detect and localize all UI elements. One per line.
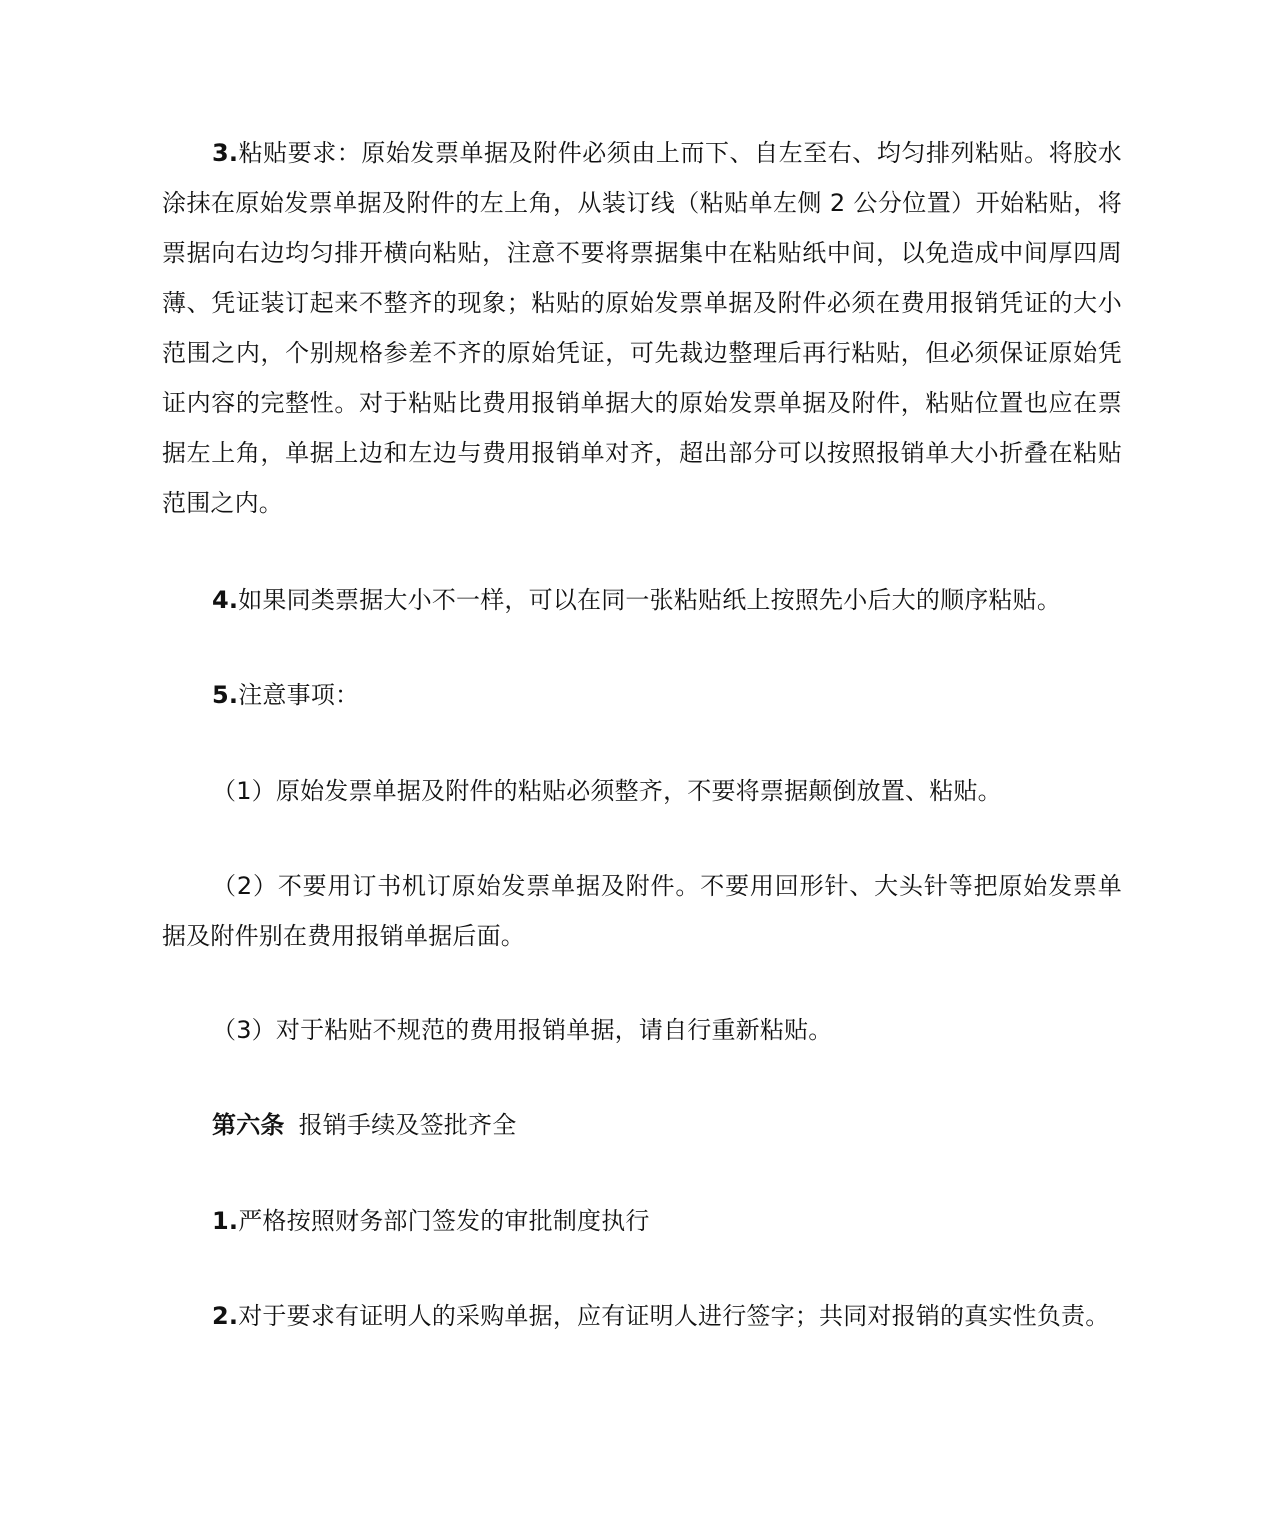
paragraph-4-size-order [162,575,1122,625]
article-title: 报销手续及签批齐全 [298,1111,517,1139]
paragraph-number: 4. [212,586,239,614]
article-6-heading [162,1100,1122,1150]
paragraph-5-notes [162,670,1122,720]
article-6-item-2 [162,1291,1122,1341]
note-text: （1）原始发票单据及附件的粘贴必须整齐，不要将票据颠倒放置、粘贴。 [212,777,1002,805]
item-number: 2. [212,1302,239,1330]
paragraph-number: 3. [212,139,239,167]
paragraph-3-paste-requirements [162,128,1122,528]
item-number: 1. [212,1207,239,1235]
paragraph-text: 如果同类票据大小不一样，可以在同一张粘贴纸上按照先小后大的顺序粘贴。 [238,586,1062,614]
note-item-1 [162,766,1122,816]
note-item-3 [162,1005,1122,1055]
note-text: （3）对于粘贴不规范的费用报销单据，请自行重新粘贴。 [212,1016,833,1044]
paragraph-text: 粘贴要求：原始发票单据及附件必须由上而下、自左至右、均匀排列粘贴。将胶水涂抹在原始发票单据及附件的左上角，从装订线（粘贴单左侧 2 公分位置）开始粘贴，将票据向右边均匀排开横向粘贴，注意不要将票据集中在粘贴纸中间，以免造成中间厚四周薄、凭证装订起来不整齐的现象；粘贴的原始发票单据及附件必须在费用报销凭证的大小范围之内，个别规格参差不齐的原始凭证，可先裁边整理后再行粘贴，但必须保证原始凭证内容的完整性。对于粘贴比费用报销单据大的原始发票单据及附件，粘贴位置也应在票据左上角，单据上边和左边与费用报销单对齐，超出部分可以按照报销单大小折叠在粘贴范围之内。 [162,139,1122,517]
paragraph-number: 5. [212,681,239,709]
note-item-2 [162,861,1122,961]
paragraph-text: 注意事项： [238,681,360,709]
article-6-item-1 [162,1196,1122,1246]
article-label: 第六条 [212,1111,285,1139]
note-text: （2）不要用订书机订原始发票单据及附件。不要用回形针、大头针等把原始发票单据及附件别在费用报销单据后面。 [162,872,1122,950]
item-text: 对于要求有证明人的采购单据，应有证明人进行签字；共同对报销的真实性负责。 [238,1302,1110,1330]
item-text: 严格按照财务部门签发的审批制度执行 [238,1207,650,1235]
